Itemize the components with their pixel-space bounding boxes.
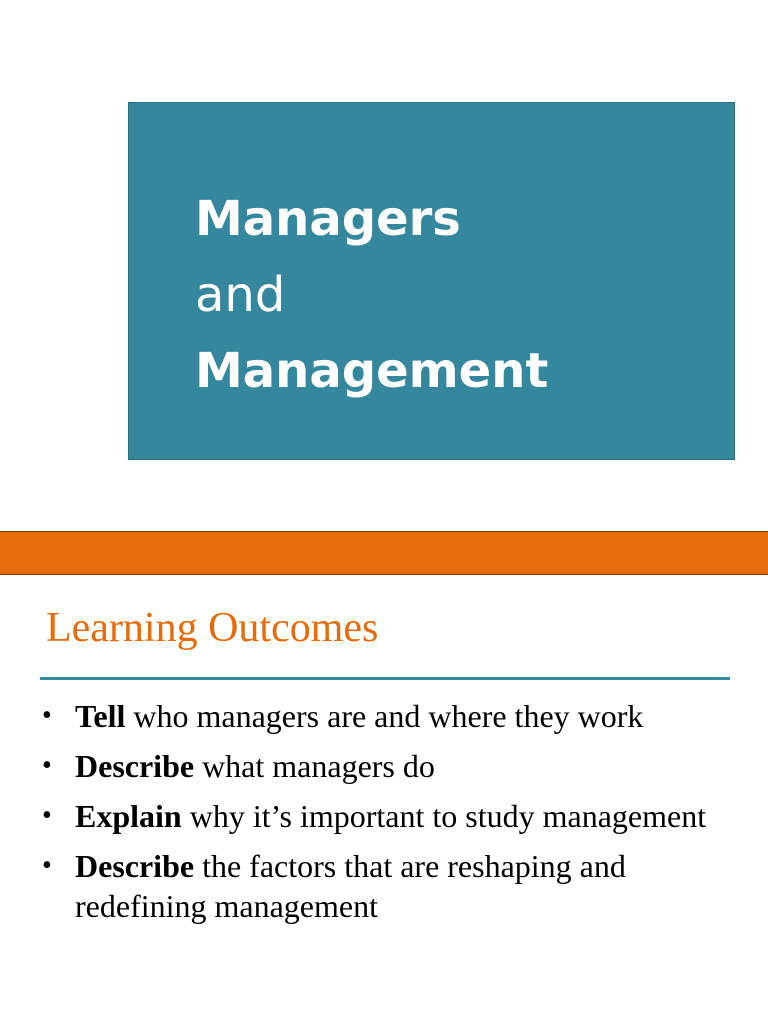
title-line-and: and — [195, 267, 286, 323]
outcome-text: what managers do — [194, 748, 435, 784]
heading-divider — [40, 677, 730, 680]
list-item — [40, 846, 730, 926]
outcome-keyword: Describe — [75, 848, 195, 884]
learning-outcomes-list — [40, 696, 730, 936]
outcome-text: why it’s important to study management — [181, 798, 707, 834]
bullet-icon: • — [42, 800, 52, 831]
header-band — [0, 531, 768, 575]
slide-title — [195, 181, 548, 409]
bullet-icon: • — [42, 750, 52, 781]
list-item — [40, 746, 730, 786]
content-slide — [0, 530, 768, 1024]
title-line-managers: Managers — [195, 191, 461, 247]
outcome-keyword: Describe — [75, 748, 195, 784]
outcome-text: the factors that are reshaping and redefining management — [75, 848, 626, 924]
outcome-keyword: Explain — [75, 798, 182, 834]
list-item — [40, 696, 730, 736]
list-item — [40, 796, 730, 836]
section-heading: Learning Outcomes — [46, 605, 379, 651]
title-line-management: Management — [195, 343, 549, 399]
outcome-keyword: Tell — [75, 698, 126, 734]
bullet-icon: • — [42, 700, 52, 731]
title-box — [128, 102, 735, 460]
outcome-text: who managers are and where they work — [125, 698, 644, 734]
bullet-icon: • — [42, 850, 52, 881]
